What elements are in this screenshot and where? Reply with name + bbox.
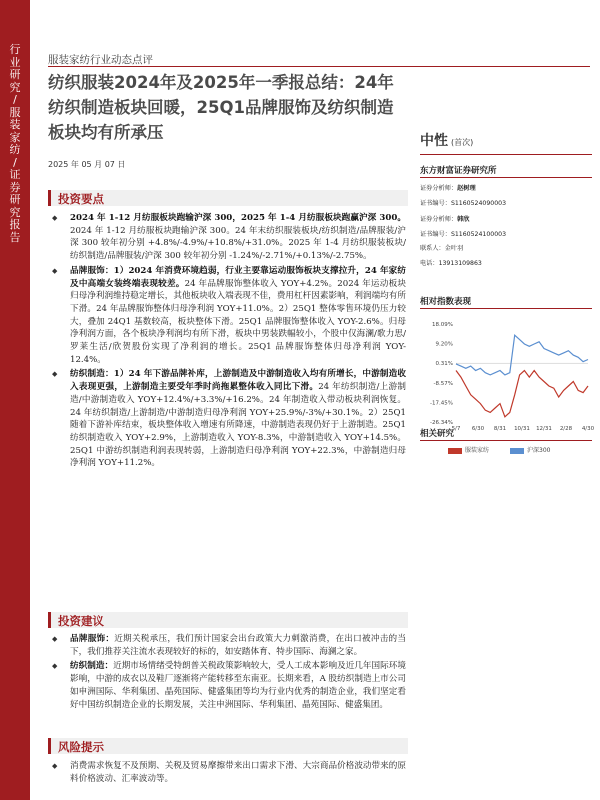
analyst-1: 证券分析师：赵树理 xyxy=(420,185,476,192)
list-item: ◆ 消费需求恢复不及预期、关税及贸易摩擦带来出口需求下滑、大宗商品价格波动带来的原料价格波动、汇率波动等。 xyxy=(52,761,406,784)
y-tick-label: 9.20% xyxy=(435,341,453,348)
analyst-2: 证券分析师：韩欣 xyxy=(420,216,470,223)
header-divider xyxy=(48,66,590,67)
institute-name: 东方财富证券研究所 xyxy=(420,166,497,176)
bullet-icon: ◆ xyxy=(52,370,58,379)
bullet-icon: ◆ xyxy=(52,762,58,770)
section-label: 风险提示 xyxy=(58,740,104,754)
section-risk xyxy=(48,738,408,754)
report-title: 纺织服装2024年及2025年一季报总结：24年纺织制造板块回暖，25Q1品牌服饰及纺织制造板块均有所承压 xyxy=(48,73,394,142)
legend-swatch-apparel xyxy=(448,448,462,454)
institute-divider xyxy=(420,177,592,178)
report-date: 2025 年 05 月 07 日 xyxy=(48,160,126,169)
contact-phone: 电话：13913109863 xyxy=(420,260,482,267)
y-tick-label: -17.45% xyxy=(430,400,453,407)
x-tick-label: 2/28 xyxy=(559,426,573,432)
legend-swatch-hs300 xyxy=(510,448,524,454)
chart-title: 相对指数表现 xyxy=(420,297,472,307)
legend-item-apparel: 服装家纺 xyxy=(448,445,489,454)
list-item: ◆ 纺织制造：近期市场情绪受特朗普关税政策影响较大，受人工成本影响及近几年国际环境影响，中游的成衣以及鞋厂逐渐将产能转移至东南亚。长期来看，A 股纺织制造上市公司如申洲国际、华利集团、晶苑国际、健盛集团等均为行业内优秀的制造企业，我们坚定看好中国纺织制造企业的长期发展，关注申洲国际、华利集团、晶苑国际、健盛集团。 xyxy=(52,661,406,710)
related-research-divider xyxy=(420,440,592,441)
related-research-title: 相关研究 xyxy=(420,429,455,439)
bullet-icon: ◆ xyxy=(52,635,58,643)
series-line-hs300 xyxy=(456,335,588,375)
x-tick-label: 8/31 xyxy=(493,426,507,432)
relative-index-chart xyxy=(420,318,595,440)
x-tick-label: 10/31 xyxy=(514,426,530,432)
analyst-2-cert: 证书编号：S1160524100003 xyxy=(420,231,507,238)
section-label: 投资建议 xyxy=(58,614,104,628)
rating-box xyxy=(420,130,592,150)
rating-divider xyxy=(420,154,592,155)
list-item: ◆ 品牌服饰：1）2024 年消费环境趋弱，行业主要靠运动服饰板块支撑拉升，24 年家纺及中高端女装终端表现较差。24 年品牌服饰整体收入 YOY+4.2%。2024 年运动板块归母净利润维持稳定增长，其他板块收入端表现不佳，费用杠杆因素影响，利润端均有所下滑。24 年品牌服饰整体归母净利润 YOY+11.0%。2）25Q1 整体零售环境仍压力较大，叠加 24Q1 基数较高，板块整体下滑。25Q1 品牌服饰整体收入 YOY-2.6%。归母净利润方面，各个板块净利润均有所下滑，板块中男装跌幅较小，个股中仅海澜/歌力思/罗莱生活/欣贺股份实现了净利润的增长。25Q1 品牌服饰整体归母净利润 YOY-12.4%。 xyxy=(52,265,406,365)
x-tick-label: 12/31 xyxy=(536,426,552,432)
y-tick-label: 18.09% xyxy=(432,322,453,328)
left-sidebar xyxy=(0,0,30,800)
advice-list xyxy=(48,633,406,711)
list-item: ◆ 品牌服饰：近期关税承压，我们预计国家会出台政策大力刺激消费，在出口被冲击的当下，我们推荐关注流水表现较好的标的，如安踏体育、特步国际、海澜之家。 xyxy=(52,634,406,657)
list-item: ◆ 2024 年 1-12 月纺服板块跑输沪深 300，2025 年 1-4 月纺服板块跑赢沪深 300。2024 年 1-12 月纺服板块跑输沪深 300。24 年末纺织服装板块/纺织制造/品牌服装/沪深 300 较年初分别 +4.8%/-4.9%/+10.8%/+31.0%。2025 年 1-4 月纺织服装板块/纺织制造/品牌服装/沪深 300 较年初分别 -1.24%/-2.71%/+0.13%/-2.75%。 xyxy=(52,213,406,262)
bullet-icon: ◆ xyxy=(52,662,58,671)
x-tick-label: 4/30 xyxy=(581,426,595,432)
rating-sub: (首次) xyxy=(451,138,474,147)
series-line-apparel xyxy=(456,371,588,417)
section-label: 投资要点 xyxy=(58,192,104,206)
list-item: ◆ 纺织制造：1）24 年下游品牌补库，上游制造及中游制造收入均有所增长，中游制造收入表现更强，上游制造主要受年季时尚拖累整体收入同比下滑。24 年纺织制造/上游制造/中游制造收入 YOY+12.4%/+3.3%/+16.2%。24 年制造收入带动板块利润恢复。24 年纺织制造/上游制造/中游制造归母净利润 YOY+25.9%/-3%/+30.1%。2）25Q1 随着下游补库结束，板块整体收入增速有所降速，中游制造表现仍好于上游制造。25Q1 纺织制造收入 YOY+2.9%，上游制造收入 YOY-8.3%，中游制造收入 YOY+14.5%。25Q1 中游纺织制造利润表现转弱，上游制造归母净利润 YOY+22.3%，中游制造归母净利润 YOY+11.2%。 xyxy=(52,369,406,469)
section-advice xyxy=(48,612,408,628)
section-highlights xyxy=(48,190,408,206)
highlights-list xyxy=(48,212,406,470)
y-tick-label: 0.31% xyxy=(435,361,453,368)
sidebar-text: 行业研究 / 服装家纺 / 证券研究报告 xyxy=(9,43,21,244)
chart-title-divider xyxy=(420,308,592,309)
x-tick-label: 6/30 xyxy=(471,426,485,432)
y-tick-label: -26.34% xyxy=(430,420,453,426)
bullet-icon: ◆ xyxy=(52,266,58,275)
report-category: 服装家纺行业动态点评 xyxy=(48,54,153,66)
x-tick-label: 5/7 xyxy=(451,426,461,432)
analyst-1-cert: 证书编号：S1160524090003 xyxy=(420,200,507,207)
y-tick-label: -8.57% xyxy=(433,380,453,387)
risk-list xyxy=(48,760,406,785)
rating-label: 中性 xyxy=(420,133,448,149)
bullet-icon: ◆ xyxy=(52,214,58,222)
contact-person: 联系人：金叶羽 xyxy=(420,245,464,252)
legend-item-hs300: 沪深300 xyxy=(510,445,550,454)
